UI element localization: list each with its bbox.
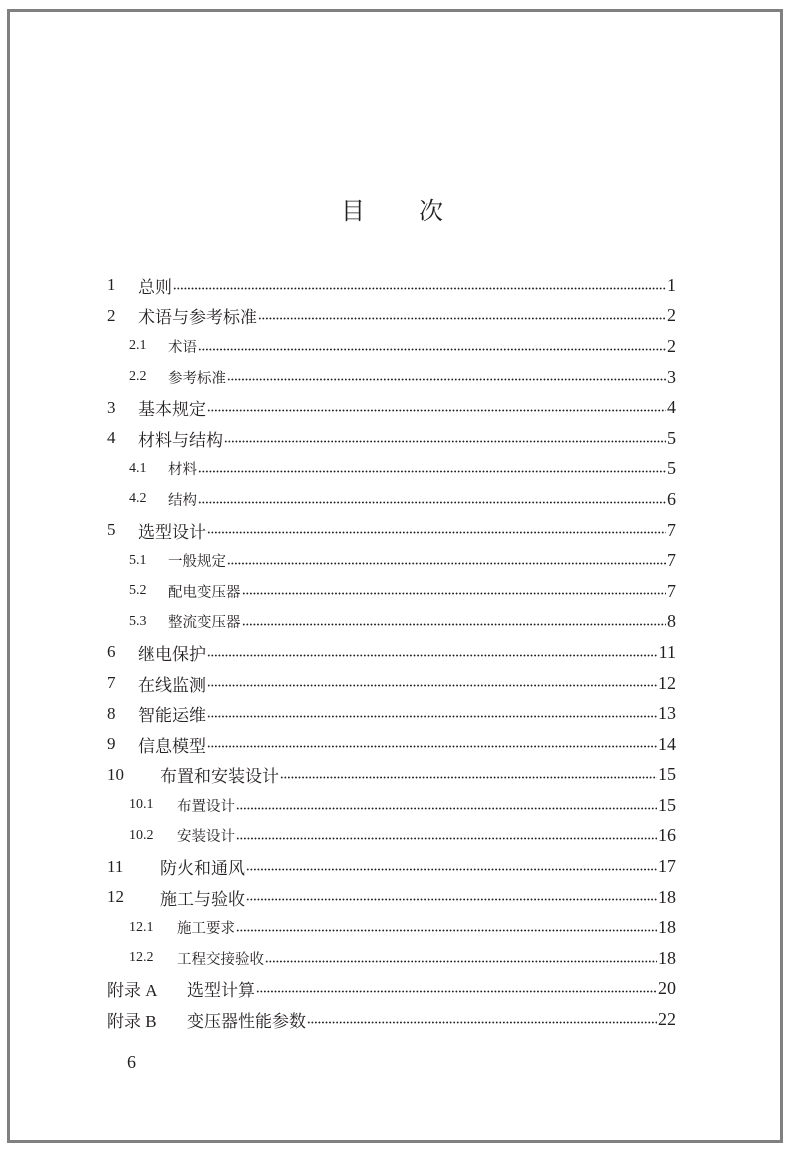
toc-entry-page: 17 (658, 856, 676, 877)
toc-entry[interactable] (107, 943, 676, 974)
toc-entry-number: 12 (107, 887, 124, 907)
dot-leader (227, 545, 666, 576)
toc-entry[interactable] (107, 392, 676, 423)
toc-entry-page: 5 (667, 458, 676, 479)
toc-entry-label: 在线监测 (138, 675, 206, 696)
toc-entry-page: 15 (658, 764, 676, 785)
toc-entry-label: 继电保护 (138, 644, 206, 665)
dot-leader (258, 301, 666, 332)
dot-leader (256, 974, 657, 1005)
toc-entry-label: 术语 (168, 339, 197, 356)
toc-entry[interactable] (107, 423, 676, 454)
toc-entry-page: 7 (667, 550, 676, 571)
toc-entry-label: 施工与验收 (160, 889, 245, 910)
toc-entry[interactable] (107, 576, 676, 607)
toc-entry-label: 整流变压器 (168, 615, 241, 632)
toc-entry-label: 总则 (138, 277, 172, 298)
dot-leader (207, 729, 657, 760)
toc-entry-number: 10 (107, 764, 124, 784)
toc-entry-number: 4.2 (129, 491, 147, 507)
toc-entry-label: 材料与结构 (138, 430, 223, 451)
toc-entry-number: 8 (107, 703, 116, 723)
toc-entry-page: 22 (658, 1009, 676, 1030)
toc-entry-number: 1 (107, 275, 116, 295)
toc-entry-number: 5 (107, 520, 116, 540)
toc-entry-page: 16 (658, 825, 676, 846)
toc-entry-page: 2 (667, 305, 676, 326)
dot-leader (242, 576, 667, 607)
toc-entry-number: 5.2 (129, 583, 147, 599)
toc-entry-label: 工程交接验收 (177, 951, 264, 968)
toc-entry[interactable] (107, 790, 676, 821)
toc-entry-label: 材料 (168, 462, 197, 479)
toc-entry[interactable] (107, 545, 676, 576)
dot-leader (246, 882, 657, 913)
toc-entry-number: 11 (107, 856, 124, 876)
dot-leader (246, 851, 657, 882)
page-number: 6 (127, 1052, 136, 1072)
toc-entry-number: 12.1 (129, 919, 154, 935)
dot-leader (307, 1004, 657, 1035)
toc-entry-page: 11 (658, 641, 676, 662)
toc-entry-page: 6 (667, 488, 676, 509)
dot-leader (207, 392, 666, 423)
toc-entry-number: 7 (107, 673, 116, 693)
toc-entry-page: 12 (658, 672, 676, 693)
toc-entry-number: 附录 B (107, 1012, 157, 1032)
toc-entry-label: 结构 (168, 492, 197, 509)
title-char-1: 目 (341, 197, 365, 225)
toc-entry-page: 20 (658, 978, 676, 999)
toc-entry[interactable] (107, 882, 676, 913)
toc-entry[interactable] (107, 821, 676, 852)
toc-entry-page: 18 (658, 917, 676, 938)
toc-entry-label: 选型计算 (187, 981, 255, 1002)
toc-entry-label: 安装设计 (177, 829, 235, 846)
toc-entry-label: 布置设计 (177, 798, 235, 815)
toc-entry[interactable] (107, 912, 676, 943)
toc-entry-number: 2.2 (129, 369, 147, 385)
toc-entry-number: 12.2 (129, 950, 154, 966)
dot-leader (236, 790, 657, 821)
toc-entry[interactable] (107, 851, 676, 882)
dot-leader (236, 821, 657, 852)
page-title (0, 196, 790, 230)
toc-entry-page: 13 (658, 703, 676, 724)
toc-entry-label: 配电变压器 (168, 584, 241, 601)
toc-entry-appendix[interactable] (107, 1004, 676, 1035)
toc-entry-page: 3 (667, 366, 676, 387)
toc-entry-label: 变压器性能参数 (187, 1012, 306, 1033)
dot-leader (227, 362, 666, 393)
toc-entry-page: 15 (658, 794, 676, 815)
toc-entry-number: 附录 A (107, 981, 158, 1001)
toc-entry-label: 一般规定 (168, 554, 226, 571)
table-of-contents (107, 270, 676, 1035)
dot-leader (207, 637, 658, 668)
toc-entry-label: 基本规定 (138, 400, 206, 421)
toc-entry-page: 4 (667, 397, 676, 418)
toc-entry-label: 参考标准 (168, 370, 226, 387)
toc-entry-number: 4 (107, 428, 116, 448)
toc-entry-number: 10.1 (129, 797, 154, 813)
toc-entry-number: 3 (107, 397, 116, 417)
toc-entry-label: 施工要求 (177, 921, 235, 938)
toc-entry-label: 信息模型 (138, 736, 206, 757)
toc-entry[interactable] (107, 484, 676, 515)
title-char-2: 次 (419, 197, 443, 225)
dot-leader (207, 668, 657, 699)
toc-entry-label: 布置和安装设计 (160, 767, 279, 788)
toc-entry-page: 1 (667, 274, 676, 295)
toc-entry-number: 2 (107, 305, 116, 325)
dot-leader (265, 943, 657, 974)
toc-entry-label: 智能运维 (138, 706, 206, 727)
toc-entry[interactable] (107, 331, 676, 362)
dot-leader (198, 484, 666, 515)
toc-entry[interactable] (107, 698, 676, 729)
toc-entry-appendix[interactable] (107, 974, 676, 1005)
toc-entry-number: 5.3 (129, 613, 147, 629)
toc-entry-label: 防火和通风 (160, 859, 245, 880)
dot-leader (198, 454, 666, 485)
toc-entry[interactable] (107, 668, 676, 699)
toc-entry-page: 18 (658, 886, 676, 907)
toc-entry-number: 9 (107, 734, 116, 754)
toc-entry-label: 选型设计 (138, 522, 206, 543)
toc-entry[interactable] (107, 515, 676, 546)
toc-entry-page: 5 (667, 427, 676, 448)
toc-entry-page: 18 (658, 947, 676, 968)
toc-entry-page: 7 (667, 519, 676, 540)
toc-entry-number: 2.1 (129, 338, 147, 354)
dot-leader (236, 912, 657, 943)
toc-entry[interactable] (107, 301, 676, 332)
dot-leader (173, 270, 666, 301)
toc-entry-page: 7 (667, 580, 676, 601)
toc-entry-number: 10.2 (129, 827, 154, 843)
toc-entry[interactable] (107, 729, 676, 760)
dot-leader (224, 423, 666, 454)
dot-leader (198, 331, 666, 362)
dot-leader (242, 607, 667, 638)
toc-entry[interactable] (107, 454, 676, 485)
toc-entry[interactable] (107, 362, 676, 393)
toc-entry-number: 6 (107, 642, 116, 662)
dot-leader (280, 760, 657, 791)
toc-entry-page: 2 (667, 335, 676, 356)
toc-entry-page: 14 (658, 733, 676, 754)
toc-entry-number: 4.1 (129, 460, 147, 476)
toc-entry[interactable] (107, 637, 676, 668)
toc-entry[interactable] (107, 270, 676, 301)
dot-leader (207, 515, 666, 546)
toc-entry-page: 8 (667, 611, 676, 632)
toc-entry[interactable] (107, 607, 676, 638)
toc-entry-number: 5.1 (129, 552, 147, 568)
dot-leader (207, 698, 657, 729)
toc-entry[interactable] (107, 760, 676, 791)
toc-entry-label: 术语与参考标准 (138, 308, 257, 329)
